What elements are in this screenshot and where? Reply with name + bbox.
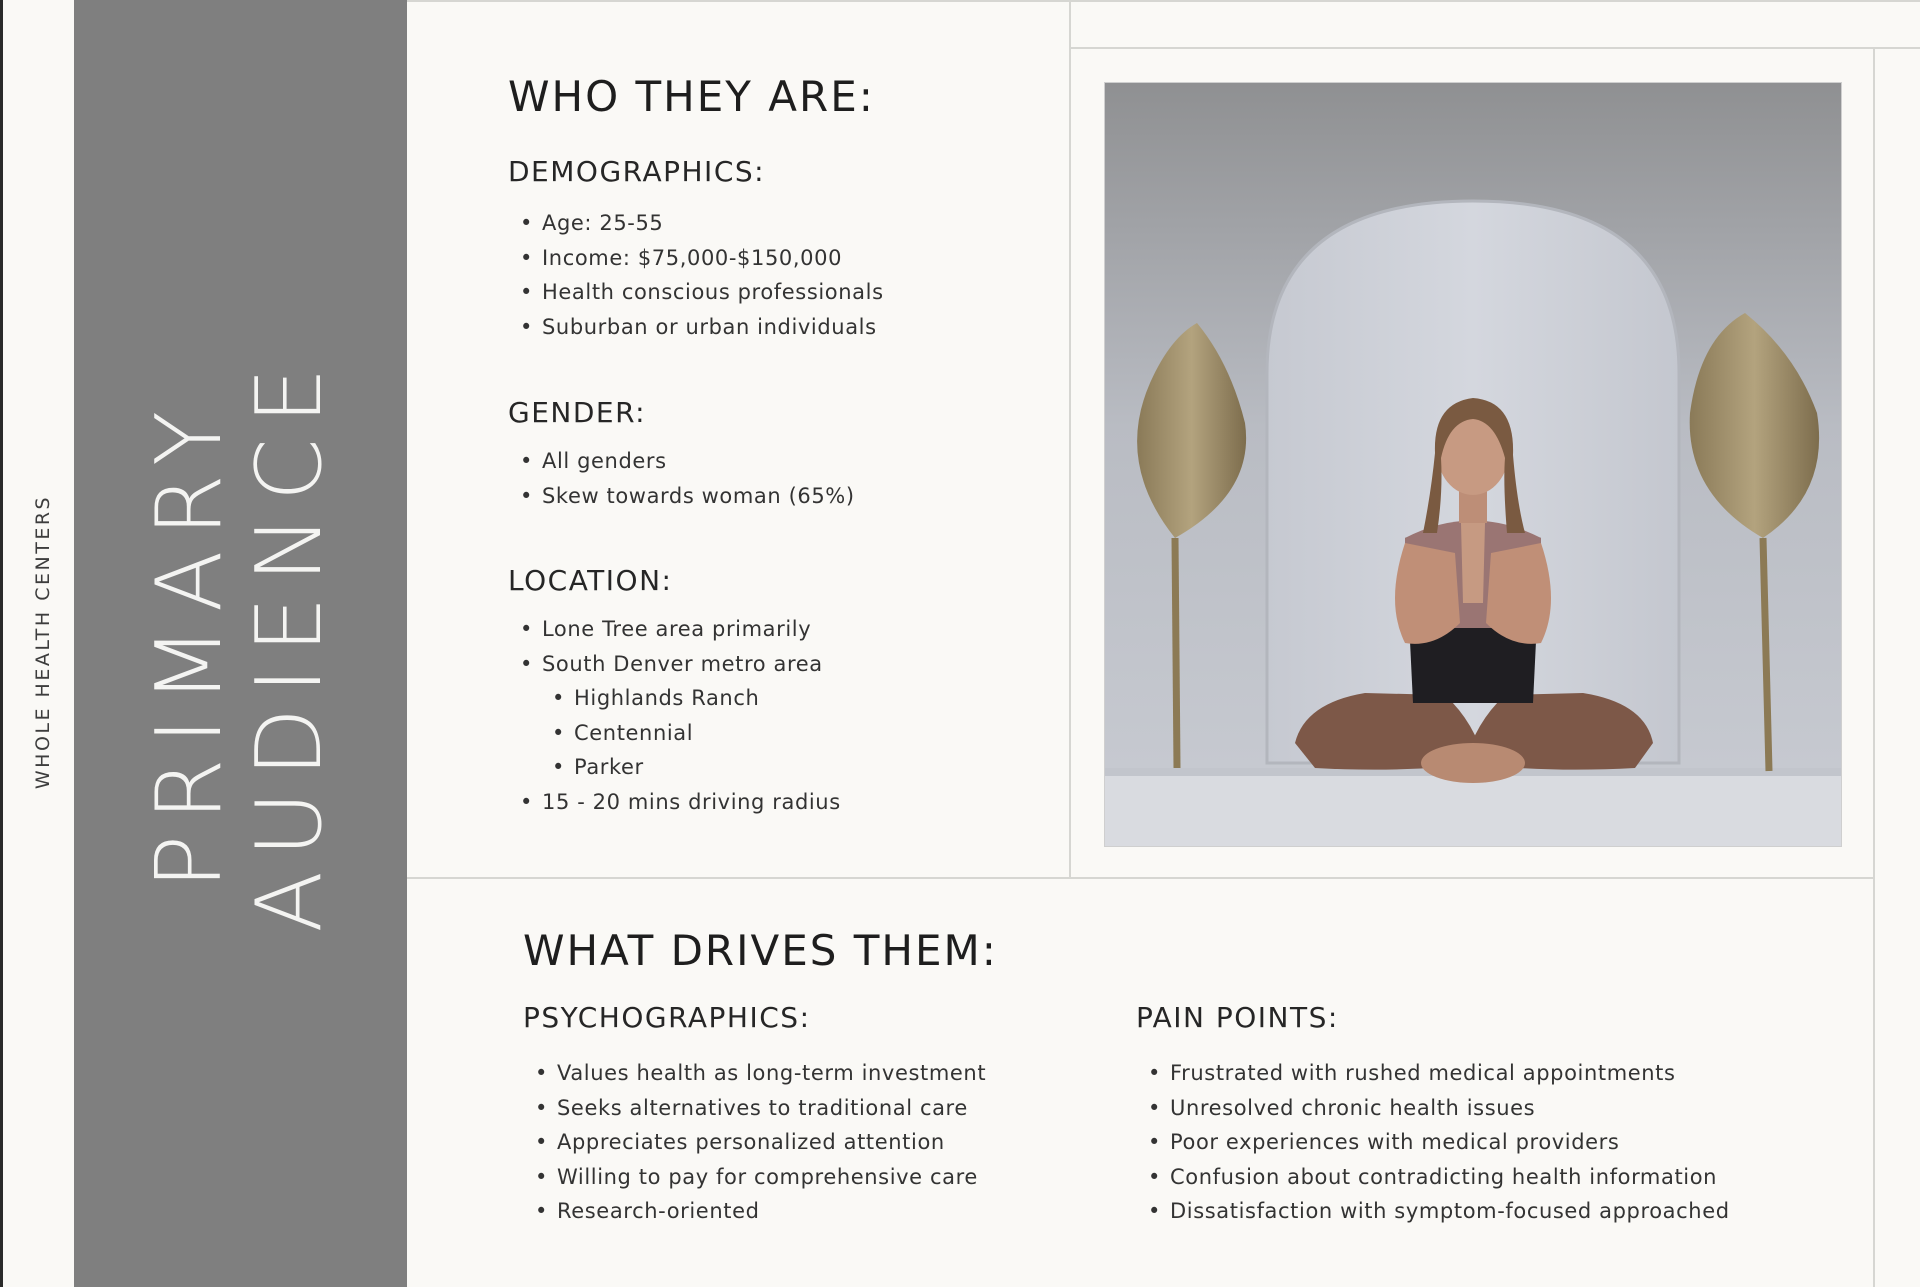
page-title-line-2: AUDIENCE [237,353,342,933]
right-divider [1873,47,1875,1287]
page-title-line-1: PRIMARY [137,396,242,890]
list-item: • Seeks alternatives to traditional care [525,1091,986,1126]
sub-list-item: • Centennial [510,716,841,751]
list-item: • Income: $75,000-$150,000 [510,241,884,276]
list-item: • Willing to pay for comprehensive care [525,1160,986,1195]
list-item: • 15 - 20 mins driving radius [510,785,841,820]
pain-points-list [1138,1056,1730,1229]
list-item: • Health conscious professionals [510,275,884,310]
demographics-list [510,206,884,344]
sub-list-item: • Highlands Ranch [510,681,841,716]
location-list [510,612,841,819]
photo-frame-top [1071,47,1920,49]
list-item: • Suburban or urban individuals [510,310,884,345]
who-heading: WHO THEY ARE: [508,72,875,121]
list-item: • Dissatisfaction with symptom-focused approached [1138,1194,1730,1229]
page-title [137,353,342,933]
demographics-heading: DEMOGRAPHICS: [508,155,766,188]
list-item: • Lone Tree area primarily [510,612,841,647]
list-item: • Frustrated with rushed medical appointments [1138,1056,1730,1091]
list-item: • Unresolved chronic health issues [1138,1091,1730,1126]
brand-name: WHOLE HEALTH CENTERS [32,494,54,790]
yoga-photo [1104,82,1842,847]
list-item: • Poor experiences with medical providers [1138,1125,1730,1160]
vertical-divider [1069,0,1071,879]
drives-heading: WHAT DRIVES THEM: [523,926,998,975]
gender-list [510,444,855,513]
list-item: • Values health as long-term investment [525,1056,986,1091]
horizontal-divider [407,877,1875,879]
list-item: • South Denver metro area [510,647,841,682]
sub-list-item: • Parker [510,750,841,785]
top-border [407,0,1920,2]
list-item: • Age: 25-55 [510,206,884,241]
pain-points-heading: PAIN POINTS: [1136,1001,1339,1034]
list-item: • Confusion about contradicting health information [1138,1160,1730,1195]
list-item: • Appreciates personalized attention [525,1125,986,1160]
list-item: • Skew towards woman (65%) [510,479,855,514]
psychographics-list [525,1056,986,1229]
gender-heading: GENDER: [508,396,647,429]
psychographics-heading: PSYCHOGRAPHICS: [523,1001,811,1034]
list-item: • All genders [510,444,855,479]
location-heading: LOCATION: [508,564,673,597]
list-item: • Research-oriented [525,1194,986,1229]
